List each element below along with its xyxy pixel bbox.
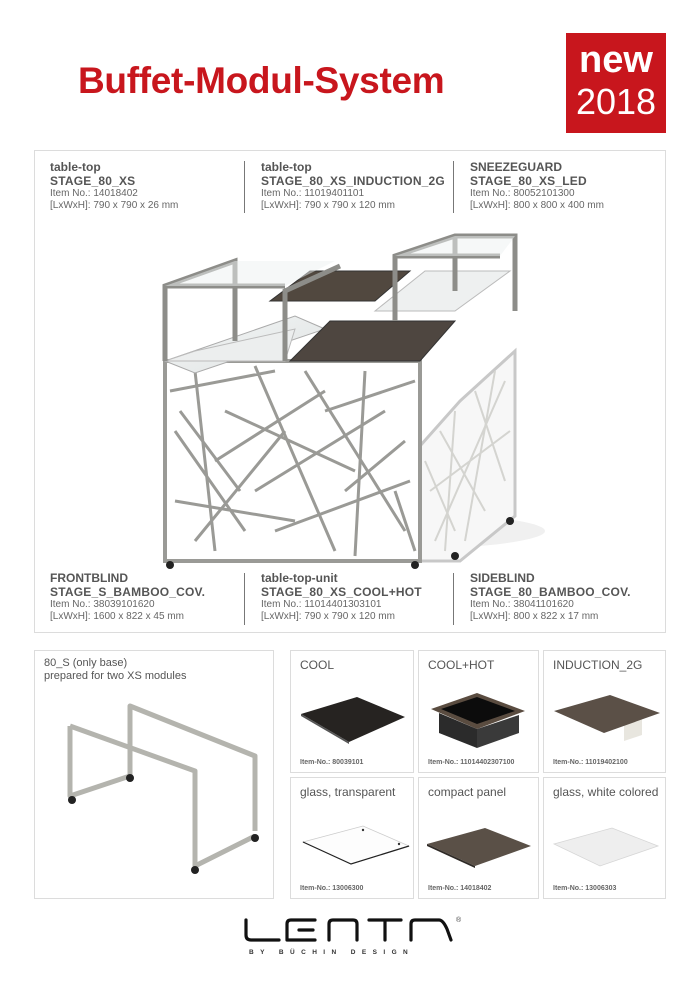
tile-glass-transparent [290, 777, 414, 899]
cool-hot-unit-image [419, 673, 540, 753]
spec-bottom-3 [470, 571, 660, 623]
divider [453, 161, 454, 213]
tile-label: glass, transparent [300, 785, 396, 799]
compact-panel-image [419, 800, 540, 880]
tile-label: COOL+HOT [428, 658, 495, 672]
badge-line1: new [579, 39, 653, 81]
buffet-module-image [155, 231, 565, 571]
spec-item-no: Item No.: 14018402 [50, 188, 138, 199]
spec-dims: [LxWxH]: 1600 x 822 x 45 mm [50, 611, 184, 622]
spec-dims: [LxWxH]: 800 x 800 x 400 mm [470, 200, 604, 211]
tile-item-no: Item-No.: 13006303 [553, 885, 617, 892]
divider [244, 161, 245, 213]
spec-item-no: Item No.: 80052101300 [470, 188, 575, 199]
base-label-line1: 80_S (only base) [44, 657, 128, 669]
spec-name: STAGE_80_XS [50, 174, 136, 188]
tile-item-no: Item-No.: 13006300 [300, 885, 364, 892]
tile-label: glass, white colored [553, 785, 659, 799]
spec-dims: [LxWxH]: 790 x 790 x 120 mm [261, 200, 395, 211]
spec-bottom-1 [50, 571, 240, 623]
spec-category: table-top [261, 160, 312, 174]
spec-item-no: Item No.: 11014401303101 [261, 599, 382, 610]
spec-category: SNEEZEGUARD [470, 160, 563, 174]
spec-item-no: Item No.: 38041101620 [470, 599, 574, 610]
badge-line2: 2018 [575, 81, 657, 122]
tile-induction [543, 650, 666, 773]
tile-compact-panel [418, 777, 539, 899]
spec-item-no: Item No.: 38039101620 [50, 599, 155, 610]
spec-name: STAGE_80_XS_LED [470, 174, 587, 188]
spec-name: STAGE_80_XS_COOL+HOT [261, 585, 422, 599]
spec-category: FRONTBLIND [50, 571, 128, 585]
tile-item-no: Item-No.: 11014402307100 [428, 759, 515, 766]
new-badge [566, 33, 666, 133]
main-product-panel [34, 150, 666, 633]
cool-plate-image [291, 673, 415, 753]
spec-dims: [LxWxH]: 790 x 790 x 26 mm [50, 200, 179, 211]
base-label [44, 657, 186, 683]
tile-label: COOL [300, 658, 335, 672]
tile-label: INDUCTION_2G [553, 658, 643, 672]
spec-category: table-top-unit [261, 571, 338, 585]
spec-dims: [LxWxH]: 790 x 790 x 120 mm [261, 611, 395, 622]
divider [453, 573, 454, 625]
spec-category: table-top [50, 160, 101, 174]
tile-cool [290, 650, 414, 773]
page-title: Buffet-Modul-System [78, 60, 445, 101]
tile-label: compact panel [428, 785, 507, 799]
spec-category: SIDEBLIND [470, 571, 535, 585]
tile-item-no: Item-No.: 14018402 [428, 885, 492, 892]
base-label-line2: prepared for two XS modules [44, 670, 187, 682]
registered-mark: ® [456, 917, 462, 924]
tile-item-no: Item-No.: 11019402100 [553, 759, 628, 766]
spec-top-1 [50, 160, 240, 212]
tile-cool-hot [418, 650, 539, 773]
tile-item-no: Item-No.: 80039101 [300, 759, 364, 766]
glass-white-image [544, 800, 667, 880]
spec-top-2 [261, 160, 451, 212]
glass-transparent-image [291, 800, 415, 880]
base-frame-panel [34, 650, 274, 899]
base-frame-image [45, 696, 265, 896]
spec-bottom-2 [261, 571, 451, 623]
spec-name: STAGE_80_XS_INDUCTION_2G [261, 174, 445, 188]
venta-logo [243, 917, 463, 967]
logo-subtitle: BY BÜCHIN DESIGN [249, 949, 415, 956]
induction-plate-image [544, 673, 667, 753]
venta-wordmark [243, 917, 453, 943]
spec-dims: [LxWxH]: 800 x 822 x 17 mm [470, 611, 599, 622]
tile-glass-white [543, 777, 666, 899]
spec-top-3 [470, 160, 660, 212]
spec-name: STAGE_S_BAMBOO_COV. [50, 585, 206, 599]
spec-item-no: Item No.: 11019401101 [261, 188, 365, 199]
divider [244, 573, 245, 625]
spec-name: STAGE_80_BAMBOO_COV. [470, 585, 631, 599]
